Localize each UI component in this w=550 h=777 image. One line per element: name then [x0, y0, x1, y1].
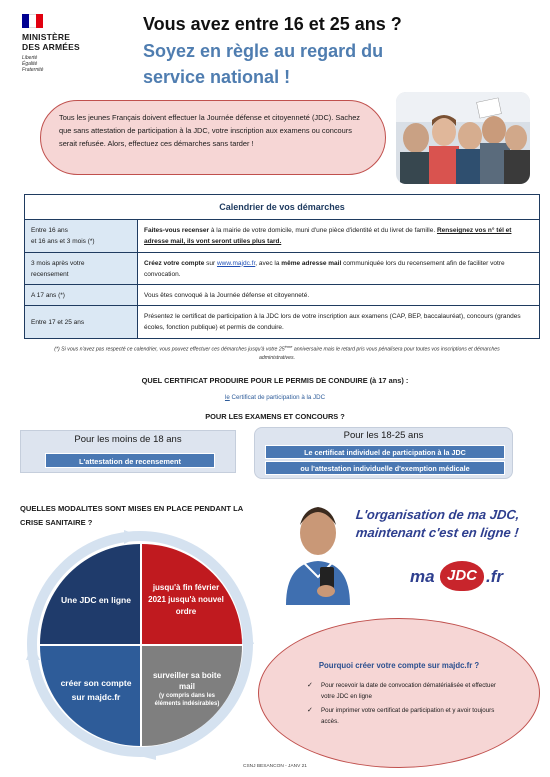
cycle-arrows: [24, 528, 256, 760]
quadrant-creer-compte: créer son compte sur majdc.fr: [40, 646, 140, 746]
check-icon: ✓: [307, 707, 313, 714]
french-flag-icon: [22, 14, 42, 28]
calendar-when: 3 mois après votre recensement: [25, 253, 138, 284]
logo-line1: MINISTÈRE: [22, 32, 71, 42]
page-title: Vous avez entre 16 et 25 ans ?: [143, 14, 402, 34]
page-subtitle: Soyez en règle au regard du service national !: [143, 41, 384, 87]
pourquoi-title: Pourquoi créer votre compte sur majdc.fr ?: [318, 661, 480, 670]
pourquoi-bubble: [258, 618, 540, 768]
calendar-when: Entre 16 ans et 16 ans et 3 mois (*): [25, 220, 138, 252]
permis-answer: le Certificat de participation à la JDC: [224, 394, 326, 401]
quadrant-boite-mail: surveiller sa boite mail (y compris dans les éléments indésirables): [142, 646, 242, 746]
list-item: ✓ Pour imprimer votre certificat de participation et y avoir toujours accès.: [307, 707, 495, 725]
attestation-recensement-tag: L'attestation de recensement: [45, 453, 215, 468]
cycle-diagram: [24, 528, 256, 760]
calendar-footnote: (*) Si vous n'avez pas respecté ce calendrier, vous pouvez effectuer ces démarches jusqu'à votre 25ème anniversaire mais le retard pris vous pénalisera pour toutes vos inscriptions et démarches administratives.: [54, 344, 500, 361]
group-photo: [396, 92, 530, 184]
permis-question: QUEL CERTIFICAT PRODUIRE POUR LE PERMIS DE CONDUIRE (à 17 ans) :: [141, 376, 409, 385]
calendar-when: A 17 ans (*): [25, 285, 138, 305]
check-icon: ✓: [307, 682, 313, 689]
quadrant-date: jusqu'à fin février 2021 jusqu'à nouvel ordre: [142, 544, 242, 644]
quadrant-jdc-en-ligne: Une JDC en ligne: [40, 544, 140, 644]
table-row: [25, 220, 539, 253]
certificat-jdc-tag: Le certificat individuel de participation à la JDC: [265, 445, 505, 459]
exemption-tag: ou l'attestation individuelle d'exemption médicale: [265, 461, 505, 475]
calendar-what: Présentez le certificat de participation à la JDC lors de votre inscription aux examens (CAP, BEP, baccalauréat), concours (grandes écoles, fonction publique) et permis de conduire.: [144, 313, 521, 331]
footer: CSNJ BESANCON - JANV 21: [243, 764, 307, 769]
under-18-box: [20, 430, 236, 473]
table-row: [25, 285, 539, 306]
calendar-table: [24, 194, 540, 339]
calendar-when: Entre 17 et 25 ans: [25, 306, 138, 338]
age-18-25-label: Pour les 18-25 ans: [343, 430, 424, 441]
majdc-banner: [280, 497, 542, 605]
list-item: ✓ Pour recevoir la date de convocation dématérialisée et effectuer votre JDC en ligne: [307, 682, 496, 700]
ministry-logo: [12, 12, 92, 82]
intro-bubble: Tous les jeunes Français doivent effectuer la Journée défense et citoyenneté (JDC). Sachez que sans attestation de participation à la JDC, votre inscription aux examens ou concours serait refusée. Alors, effectuez ces démarches sans tarder !: [40, 100, 386, 175]
banner-line-b: maintenant c'est en ligne !: [355, 525, 520, 540]
crise-question: QUELLES MODALITES SONT MISES EN PLACE PENDANT LA CRISE SANITAIRE ?: [20, 504, 243, 527]
table-row: [25, 253, 539, 285]
logo-motto: Liberté Égalité Fraternité: [22, 55, 44, 73]
age-18-25-box: [254, 427, 513, 479]
calendar-what: Vous êtes convoqué à la Journée défense et citoyenneté.: [144, 291, 310, 299]
pourquoi-list: [307, 681, 507, 731]
table-row: [25, 306, 539, 338]
under-18-label: Pour les moins de 18 ans: [74, 434, 182, 445]
calendar-what: Faites-vous recenser à la mairie de votre domicile, muni d'une pièce d'identité et du livret de famille. Renseignez vos n° tél et adresse mail, ils vont seront utiles plus tard.: [144, 227, 512, 245]
logo-line2: DES ARMÉES: [22, 42, 80, 52]
majdc-link[interactable]: www.majdc.fr: [216, 259, 256, 267]
majdc-logo: ma JDC .fr: [410, 553, 530, 597]
examens-question: POUR LES EXAMENS ET CONCOURS ?: [205, 412, 345, 421]
calendar-what: Créez votre compte sur www.majdc.fr, avec la même adresse mail communiquée lors du recensement afin de faciliter votre convocation.: [144, 259, 505, 278]
calendar-title: Calendrier de vos démarches: [25, 195, 539, 220]
student-illustration: [280, 497, 356, 605]
banner-line-a: L'organisation de ma JDC,: [355, 507, 521, 522]
